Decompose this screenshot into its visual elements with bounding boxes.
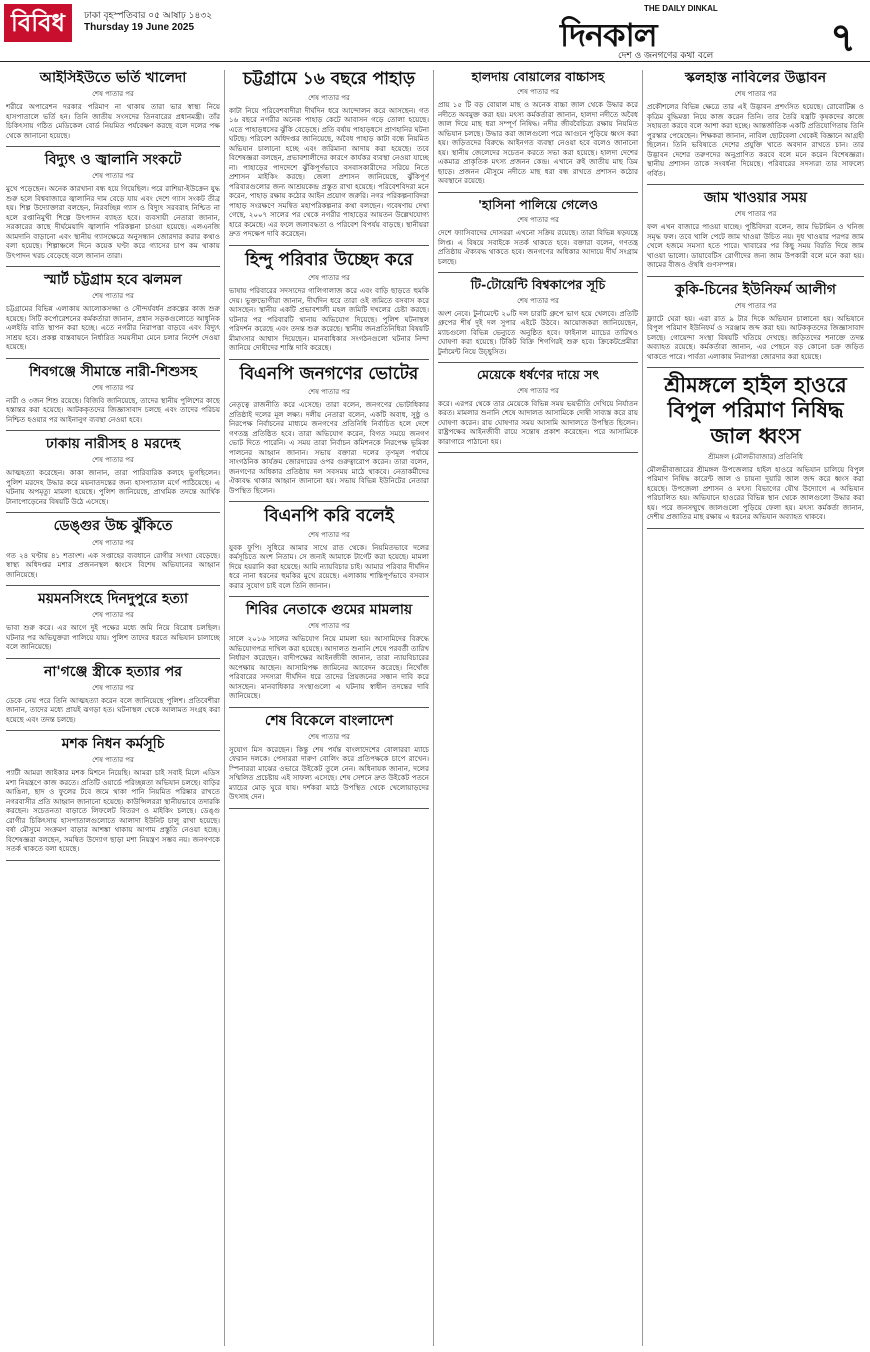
logo-english: THE DAILY DINKAL <box>644 4 718 13</box>
story-separator <box>6 730 220 731</box>
story-headline: হালদায় বোয়ালের বাচ্চাসহ <box>471 70 605 84</box>
story-body: দেশে ফ্যাসিবাদের দোসররা এখনো সক্রিয় রয়েছে। তারা বিভিন্ন ষড়যন্ত্রে লিপ্ত। এ বিষয়ে সবাইকে সতর্ক থাকতে হবে। বক্তারা বলেন, গণতন্ত্র প্রতিষ্ঠায় ঐক্যবদ্ধ থাকতে হবে। জনগণের অধিকার আদায়ে দীর্ঘ সংগ্রাম চলছে। <box>438 228 638 266</box>
story-separator <box>6 358 220 359</box>
story-separator <box>229 808 429 809</box>
news-story <box>438 70 638 186</box>
story-body: মুখে পড়েছেন। অনেক কারখানা বন্ধ হয়ে গিয়েছিল। পরে রাশিয়া-ইউক্রেন যুদ্ধ শুরু হলে বিশ্ববাজারে জ্বালানির দাম বেড়ে যায় এবং দেশে গ্যাস সংকট তীব্র হয়। শিল্প উদ্যোক্তারা বলছেন, নিরবচ্ছিন্ন গ্যাস ও বিদ্যুৎ সরবরাহ নিশ্চিত না হলে রপ্তানিমুখী শিল্পে উৎপাদন ব্যাহত হবে। ব্যবসায়ী নেতারা জানান, সরকারের কাছে দীর্ঘমেয়াদি জ্বালানি পরিকল্পনা চাওয়া হয়েছে। এলএনজি আমদানি বাড়ানো এবং স্থানীয় গ্যাসক্ষেত্রে অনুসন্ধান জোরদার করার কথাও বলা হয়েছে। শিল্পাঞ্চলে দিনে কয়েক ঘণ্টা করে গ্যাসের চাপ কম থাকায় উৎপাদন খরচ বেড়েছে বলে জানান তারা। <box>6 184 220 260</box>
story-body: করে। এরপর থেকে তার মেয়েকে বিভিন্ন সময় ভয়ভীতি দেখিয়ে নির্যাতন করত। মামলার শুনানি শেষে আদালত আসামিকে দোষী সাব্যস্ত করে রায় ঘোষণা করেন। রায় ঘোষণার সময় আসামি আদালতে উপস্থিত ছিলেন। রাষ্ট্রপক্ষের আইনজীবী রায়ে সন্তোষ প্রকাশ করেছেন। পরে আসামিকে কারাগারে পাঠানো হয়। <box>438 398 638 446</box>
story-byline: শেষ পাতার পর <box>92 456 134 465</box>
story-separator <box>647 276 864 277</box>
news-story <box>438 198 638 266</box>
story-separator <box>6 585 220 586</box>
story-headline: 'হাসিনা পালিয়ে গেলেও <box>478 196 598 212</box>
story-byline: শেষ পাতার পর <box>308 622 350 631</box>
story-byline: শেষ পাতার পর <box>308 388 350 397</box>
story-body: যুবক ফুপি। সুধিরে আমার সাথে রাত থেকে। নিয়মিতভাবে দলের কর্মসূচিতে অংশ নিতাম। সে জন্যই আমাকে টার্গেট করা হয়েছে। মামলা দিয়ে হয়রানি করা হয়েছে। আমি ন্যায়বিচার চাই। আমার পরিবার দীর্ঘদিন ধরে নানা ধরনের হুমকির মুখে রয়েছে। এলাকায় শান্তিপূর্ণভাবে বসবাস করার সুযোগ চাই বলে তিনি জানান। <box>229 542 429 590</box>
news-story <box>6 664 220 725</box>
story-separator <box>6 430 220 431</box>
story-headline: মশক নিধন কর্মসূচি <box>61 736 165 753</box>
story-body: ভাষায় পরিবারের সদস্যদের গালিগালাজ করে এবং বাড়ি ছাড়তে হুমকি দেয়। ভুক্তভোগীরা জানান, দীর্ঘদিন ধরে তারা ওই জমিতে বসবাস করে আসছেন। স্থানীয় একটি প্রভাবশালী মহল জমিটি দখলের চেষ্টা করছে। ঘটনার পর পরিবারটি থানায় অভিযোগ দিয়েছে। পুলিশ ঘটনাস্থল পরিদর্শন করেছে এবং তদন্ত শুরু করেছে। স্থানীয় জনপ্রতিনিধিরা বিষয়টি মীমাংসার আশ্বাস দিয়েছেন। মানবাধিকার সংগঠনগুলো ঘটনার নিন্দা জানিয়ে দোষীদের শাস্তি দাবি করেছে। <box>229 286 429 353</box>
story-headline: চট্টগ্রামে ১৬ বছরে পাহাড় <box>242 70 416 89</box>
story-byline: শেষ পাতার পর <box>308 530 350 539</box>
story-separator <box>647 528 864 529</box>
story-byline: শেষ পাতার পর <box>92 172 134 181</box>
story-byline: শেষ পাতার পর <box>517 216 559 225</box>
story-headline: ডেঙ্গুর উচ্চ ঝুঁকিতে <box>53 518 173 535</box>
news-story <box>229 365 429 496</box>
story-headline: বিএনপি করি বলেই <box>264 506 394 527</box>
story-byline: শেষ পাতার পর <box>92 611 134 620</box>
story-body: আত্মহত্যা করেছেন। কাকা জানান, তারা পারিবারিক কলহে ভুগছিলেন। পুলিশ মরদেহ উদ্ধার করে ময়নাতদন্তের জন্য হাসপাতাল মর্গে পাঠিয়েছে। এ ঘটনায় অপমৃত্যু মামলা হয়েছে। পুলিশ জানিয়েছে, প্রাথমিক তদন্তে আর্থিক টানাপোড়েনের বিষয়টি উঠে এসেছে। <box>6 468 220 506</box>
story-byline: শেষ পাতার পর <box>734 301 777 310</box>
news-story <box>6 436 220 506</box>
story-byline: শেষ পাতার পর <box>517 296 559 305</box>
logo-tagline: দেশ ও জনগণের কথা বলে <box>618 51 714 61</box>
news-story <box>229 602 429 701</box>
news-story <box>6 70 220 140</box>
news-story <box>6 518 220 579</box>
news-story <box>229 507 429 590</box>
story-headline: আইসিইউতে ভর্তি খালেদা <box>39 70 187 86</box>
newspaper-logo <box>560 2 740 61</box>
story-body: নেতৃত্বে রাজনীতি করে এসেছে। তারা বলেন, জনগণের ভোটাধিকার প্রতিষ্ঠাই দলের মূল লক্ষ্য। দলীয় নেতারা বলেন, একটি অবাধ, সুষ্ঠু ও নিরপেক্ষ নির্বাচনের মাধ্যমে জনগণের প্রতিনিধি নির্বাচিত হলে দেশে গণতন্ত্র প্রতিষ্ঠিত হবে। তারা অভিযোগ করেন, বিগত সময়ে জনগণ ভোট দিতে পারেনি। এ সময় তারা নির্বাচন কমিশনকে নিরপেক্ষ ভূমিকা পালনের আহ্বান জানান। সভায় বক্তারা দলের তৃণমূল পর্যায়ে সাংগঠনিক কার্যক্রম জোরদারের ওপর গুরুত্বারোপ করেন। তারা বলেন, জনগণের অধিকার প্রতিষ্ঠায় দল সবসময় মাঠে থাকবে। নেতাকর্মীদের ঐক্যবদ্ধ থাকার আহ্বান জানানো হয়। সভায় বিভিন্ন ইউনিটের নেতারা উপস্থিত ছিলেন। <box>229 400 429 495</box>
story-body: ফ্ল্যাটে ঘেরা হয়। এরা রাত ৯ টার দিকে অভিযান চালানো হয়। অভিযানে বিপুল পরিমাণ ইউনিফর্ম ও সরঞ্জাম জব্দ করা হয়। আটককৃতদের জিজ্ঞাসাবাদ চলছে। গোয়েন্দা সংস্থা বিষয়টি খতিয়ে দেখছে। জড়িতদের শনাক্তে তদন্ত অব্যাহত রয়েছে। কর্মকর্তারা জানান, এর পেছনে বড় কোনো চক্র জড়িত থাকতে পারে। পার্বত্য এলাকায় নিরাপত্তা জোরদার করা হয়েছে। <box>647 313 864 361</box>
story-body: প্রায় ১৫ টি বড় বোয়াল মাছ ও অনেক বাচ্চা জাল থেকে উদ্ধার করে নদীতে অবমুক্ত করা হয়। মৎস্য কর্মকর্তারা জানান, হালদা নদীতে অবৈধ জাল দিয়ে মাছ ধরা সম্পূর্ণ নিষিদ্ধ। নদীর জীববৈচিত্র্য রক্ষায় নিয়মিত অভিযান চলছে। উদ্ধার করা জালগুলো পরে আগুনে পুড়িয়ে ধ্বংস করা হয়। জড়িতদের বিরুদ্ধে আইনগত ব্যবস্থা নেওয়া হবে বলেও জানানো হয়। স্থানীয় জেলেদের সচেতন করতে সভা করা হয়েছে। হালদা দেশের একমাত্র প্রাকৃতিক মৎস্য প্রজনন কেন্দ্র। এখানে রুই জাতীয় মাছ ডিম ছাড়ে। প্রজনন মৌসুমে নদীতে মাছ ধরা বন্ধ রাখতে প্রশাসন কঠোর অবস্থানে রয়েছে। <box>438 100 638 186</box>
story-byline: শেষ পাতার পর <box>517 88 559 97</box>
section-label: বিবিধ <box>4 4 72 42</box>
story-headline: কুকি-চিনের ইউনিফর্ম আলীগ <box>675 281 836 298</box>
story-body: সুযোগ মিস করেছেন। কিন্তু শেষ পর্যন্ত বাংলাদেশের বোলাররা ম্যাচে ফেরান দলকে। পেসাররা দারুণ বোলিং করে প্রতিপক্ষকে চাপে রাখেন। স্পিনাররা মাঝের ওভারে উইকেট তুলে নেন। অধিনায়ক জানান, দলের সম্মিলিত প্রচেষ্টায় এই সাফল্য এসেছে। শেষ সেশনে দ্রুত উইকেট পতনে ম্যাচের মোড় ঘুরে যায়। দর্শকরা মাঠে উপস্থিত থেকে খেলোয়াড়দের উৎসাহ দেন। <box>229 744 429 802</box>
story-body: ফল এখন বাজারে পাওয়া যাচ্ছে। পুষ্টিবিদরা বলেন, জাম ভিটামিন ও খনিজ সমৃদ্ধ ফল। তবে খালি পেটে জাম খাওয়া উচিত নয়। দুধ খাওয়ার পরপর জাম খেলে হজমে সমস্যা হতে পারে। খাবারের পর কিছু সময় বিরতি দিয়ে জাম খাওয়া ভালো। ডায়াবেটিস রোগীদের জন্য জাম উপকারী বলে মনে করা হয়। জামের বীজও ঔষধি গুণসম্পন্ন। <box>647 222 864 270</box>
news-story <box>229 251 429 353</box>
story-headline: শিবির নেতাকে গুমের মামলায় <box>245 602 413 619</box>
story-headline: হিন্দু পরিবার উচ্ছেদ করে <box>245 249 413 270</box>
story-body: সালে ২০১৬ সালের অভিযোগ নিয়ে মামলা হয়। আসামিদের বিরুদ্ধে অভিযোগপত্র দাখিল করা হয়েছে। আদালত শুনানি শেষে পরবর্তী তারিখ নির্ধারণ করেছেন। বাদীপক্ষের আইনজীবী জানান, তারা ন্যায়বিচারের অপেক্ষায় আছেন। আসামিপক্ষ জামিনের আবেদন করেছে। নিখোঁজ পরিবারের সদস্যরা দীর্ঘদিন ধরে তাদের প্রিয়জনের সন্ধান দাবি করে আসছেন। মানবাধিকার সংস্থাগুলো এ ঘটনায় স্বাধীন তদন্তের দাবি জানিয়েছে। <box>229 634 429 701</box>
story-headline: বিএনপি জনগণের ভোটের <box>239 363 419 384</box>
story-headline: শেষ বিকেলে বাংলাদেশ <box>264 712 394 729</box>
story-headline: না'গঞ্জে স্ত্রীকে হত্যার পর <box>43 663 183 680</box>
story-separator <box>229 596 429 597</box>
story-byline: শেষ পাতার পর <box>92 383 134 392</box>
news-story <box>647 70 864 178</box>
page-number: ৭ <box>829 15 856 61</box>
story-body: ডেকে নেয় পরে তিনি আত্মহত্যা করেন বলে জানিয়েছে পুলিশ। প্রতিবেশীরা জানান, তাদের মধ্যে প্রায়ই ঝগড়া হত। ঘটনাস্থল থেকে আলামত সংগ্রহ করা হয়েছে এবং তদন্ত চলছে। <box>6 695 220 724</box>
story-byline: শেষ পাতার পর <box>92 683 134 692</box>
story-headline: জাম খাওয়ার সময় <box>704 190 807 207</box>
dateline-english: Thursday 19 June 2025 <box>84 22 195 33</box>
story-headline: স্কলহাস্ত নাবিলের উদ্ভাবন <box>684 70 827 86</box>
story-headline: শিবগঞ্জে সীমান্তে নারী-শিশুসহ <box>29 363 197 380</box>
dateline-bangla: ঢাকা বৃহস্পতিবার ০৫ আষাঢ় ১৪৩২ <box>84 11 213 21</box>
story-separator <box>6 512 220 513</box>
story-body: অংশ নেবে। টুর্নামেন্টে ২০টি দল চারটি গ্রুপে ভাগ হয়ে খেলবে। প্রতিটি গ্রুপের শীর্ষ দুই দল সুপার এইটে উঠবে। আয়োজকরা জানিয়েছেন, ম্যাচগুলো বিভিন্ন ভেন্যুতে অনুষ্ঠিত হবে। ফাইনাল ম্যাচের তারিখও ঘোষণা করা হয়েছে। টিকিট বিক্রি শিগগিরই শুরু হবে। ক্রিকেটপ্রেমীরা টুর্নামেন্ট নিয়ে উচ্ছ্বসিত। <box>438 308 638 356</box>
story-body: ভাবা শুরু করে। এর আগে দুই পক্ষের মধ্যে জমি নিয়ে বিরোধ চলছিল। ঘটনার পর অভিযুক্তরা পালিয়ে যায়। পুলিশ তাদের ধরতে অভিযান চালাচ্ছে বলে জানিয়েছে। <box>6 623 220 652</box>
story-headline: বিদ্যুৎ ও জ্বালানি সংকটে <box>44 152 182 169</box>
logo-bangla: দিনকাল <box>560 16 657 54</box>
story-byline: শেষ পাতার পর <box>734 210 777 219</box>
story-separator <box>6 860 220 861</box>
story-headline: শ্রীমঙ্গলে হাইল হাওরে বিপুল পরিমাণ নিষিদ্ধ জাল ধ্বংস <box>664 373 847 448</box>
story-separator <box>6 146 220 147</box>
story-byline: শেষ পাতার পর <box>92 292 134 301</box>
story-body: গত ২৪ ঘণ্টায় ৪১ শতাংশ। এক সপ্তাহের ব্যবধানে রোগীর সংখ্যা বেড়েছে। স্বাস্থ্য অধিদপ্তর মশার প্রজননস্থল ধ্বংসে বিশেষ অভিযানের আহ্বান জানিয়েছে। <box>6 550 220 579</box>
column-4 <box>647 70 864 1346</box>
story-body: কাটা নিয়ে পরিবেশবাদীরা দীর্ঘদিন ধরে আন্দোলন করে আসছেন। গত ১৬ বছরে নগরীর অনেক পাহাড় কেটে আবাসন গড়ে তোলা হয়েছে। এতে পাহাড়ধসের ঝুঁকি বেড়েছে। প্রতি বর্ষায় পাহাড়ধসে প্রাণহানির ঘটনা ঘটছে। পরিবেশ অধিদপ্তর জানিয়েছে, অবৈধ পাহাড় কাটা বন্ধে নিয়মিত অভিযান চালানো হচ্ছে এবং জরিমানা আদায় করা হয়েছে। তবে বিশেষজ্ঞরা বলছেন, প্রভাবশালীদের কারণে কার্যকর ব্যবস্থা নেওয়া যাচ্ছে না। পাহাড়ের পাদদেশে ঝুঁকিপূর্ণভাবে বসবাসকারীদের সরিয়ে নিতে প্রশাসন মাইকিং করছে। জেলা প্রশাসন জানিয়েছে, ঝুঁকিপূর্ণ পরিবারগুলোর জন্য আশ্রয়কেন্দ্র প্রস্তুত রাখা হয়েছে। পরিবেশবিদরা মনে করেন, পাহাড় রক্ষায় কঠোর আইন প্রয়োগ জরুরি। নগর পরিকল্পনাবিদরা পাহাড় সংরক্ষণে সমন্বিত মহাপরিকল্পনার কথা বলছেন। গবেষণায় দেখা গেছে, ২০০৭ সালের পর থেকে নগরীর পাহাড়ের আয়তন উল্লেখযোগ্য হারে কমেছে। এর ফলে জলাবদ্ধতা ও পরিবেশ বিপর্যয় বাড়ছে। স্থানীয়রা দ্রুত পদক্ষেপ দাবি করেছেন। <box>229 105 429 239</box>
story-headline: মেয়েকে ধর্ষণের দায়ে সৎ <box>476 367 600 383</box>
column-divider <box>433 70 434 1346</box>
story-body: চট্টগ্রামের বিভিন্ন এলাকায় আলোকসজ্জা ও সৌন্দর্যবর্ধন প্রকল্পের কাজ শুরু হয়েছে। সিটি কর্পোরেশনের কর্মকর্তারা জানান, প্রধান সড়কগুলোতে আধুনিক এলইডি বাতি স্থাপন করা হচ্ছে। এতে নগরীর নিরাপত্তা বাড়বে এবং বিদ্যুৎ সাশ্রয় হবে। প্রকল্প বাস্তবায়নে নির্ধারিত সময়সীমা মেনে চলার নির্দেশ দেওয়া হয়েছে। <box>6 304 220 352</box>
news-story <box>438 368 638 446</box>
story-byline: শেষ পাতার পর <box>308 274 350 283</box>
story-body: মৌলভীবাজারের শ্রীমঙ্গল উপজেলার হাইল হাওরে অভিযান চালিয়ে বিপুল পরিমাণ নিষিদ্ধ কারেন্ট জাল ও চায়না দুয়ারি জাল জব্দ করে ধ্বংস করা হয়েছে। উপজেলা প্রশাসন ও মৎস্য বিভাগের যৌথ উদ্যোগে এ অভিযান পরিচালিত হয়। অভিযানে হাওরের বিভিন্ন স্থান থেকে জালগুলো উদ্ধার করা হয়। পরে জনসম্মুখে জালগুলো পুড়িয়ে ফেলা হয়। মৎস্য কর্মকর্তা জানান, দেশীয় প্রজাতির মাছ রক্ষায় এ ধরনের অভিযান অব্যাহত থাকবে। <box>647 464 864 522</box>
story-separator <box>438 272 638 273</box>
news-story <box>6 736 220 854</box>
column-2 <box>229 70 429 1346</box>
news-story <box>647 190 864 270</box>
story-headline: টি-টোয়েন্টি বিশ্বকাপের সূচি <box>470 277 606 293</box>
news-story <box>647 282 864 362</box>
story-byline: শেষ পাতার পর <box>92 538 134 547</box>
news-story <box>6 152 220 260</box>
story-byline: শেষ পাতার পর <box>734 90 777 99</box>
masthead <box>0 0 870 62</box>
story-byline: শ্রীমঙ্গল (মৌলভীবাজার) প্রতিনিধি <box>708 452 803 461</box>
story-byline: শেষ পাতার পর <box>308 93 350 102</box>
news-story <box>6 364 220 425</box>
news-story <box>6 272 220 352</box>
news-story <box>647 373 864 522</box>
news-story <box>6 591 220 652</box>
story-separator <box>6 658 220 659</box>
story-headline: ঢাকায় নারীসহ ৪ মরদেহ <box>45 436 181 453</box>
news-story <box>229 713 429 802</box>
story-separator <box>438 362 638 363</box>
story-separator <box>6 266 220 267</box>
story-body: প্যাটী আমরা জাইকার মশক মিশনে নিয়েছি। আমরা চাই সবাই মিলে এডিস মশা নিয়ন্ত্রণে কাজ করতে। প্রতিটি ওয়ার্ডে পরিচ্ছন্নতা অভিযান চলছে। বাড়ির আঙিনা, ছাদ ও ফুলের টবে জমে থাকা পানি নিয়মিত পরিষ্কার রাখতে নগরবাসীর প্রতি আহ্বান জানানো হয়েছে। কাউন্সিলররা স্থানীয়ভাবে তদারকি করছেন। সচেতনতা বাড়াতে লিফলেট বিতরণ ও মাইকিং চলছে। ডেঙ্গু রোগীর চিকিৎসায় হাসপাতালগুলোতে আলাদা ইউনিট চালু রাখা হয়েছে। বর্ষা মৌসুমে সংক্রমণ বাড়ার আশঙ্কা থাকায় আগাম প্রস্তুতি নেওয়া হচ্ছে। বিশেষজ্ঞরা বলছেন, সমন্বিত উদ্যোগ ছাড়া মশা নিয়ন্ত্রণ সম্ভব নয়। জনগণকে সতর্ক থাকতে বলা হয়েছে। <box>6 768 220 854</box>
story-separator <box>647 184 864 185</box>
story-headline: স্মার্ট চট্টগ্রাম হবে ঝলমল <box>44 272 182 289</box>
story-separator <box>438 452 638 453</box>
column-1 <box>6 70 220 1346</box>
story-byline: শেষ পাতার পর <box>308 732 350 741</box>
column-3 <box>438 70 638 1346</box>
story-separator <box>229 501 429 502</box>
story-byline: শেষ পাতার পর <box>92 90 134 99</box>
news-story <box>229 70 429 239</box>
story-separator <box>647 367 864 368</box>
story-body: নারী ও ৩জন শিশু রয়েছে। বিজিবি জানিয়েছে, তাদের স্থানীয় পুলিশের কাছে হস্তান্তর করা হয়েছে। আটককৃতদের জিজ্ঞাসাবাদ চলছে এবং তাদের পরিচয় নিশ্চিত হওয়ার পর আইনানুগ ব্যবস্থা নেওয়া হবে। <box>6 395 220 424</box>
story-headline: ময়মনসিংহে দিনদুপুরে হত্যা <box>37 591 189 608</box>
story-separator <box>229 245 429 246</box>
column-divider <box>224 70 225 1346</box>
story-separator <box>438 192 638 193</box>
story-separator <box>229 359 429 360</box>
story-byline: শেষ পাতার পর <box>517 386 559 395</box>
story-byline: শেষ পাতার পর <box>92 756 134 765</box>
story-body: শরীরে অপারেশন দরকার পরিমাণ না থাকায় তারা ভার স্বাস্থ্য নিয়ে হাসপাতালে ভর্তি হন। তিনি জাতীয় সংসদের তিনবারের প্রধানমন্ত্রী। তাঁর চিকিৎসায় গঠিত মেডিকেল বোর্ড নিয়মিত পর্যবেক্ষণ করছে বলে দলের পক্ষ থেকে জানানো হয়েছে। <box>6 102 220 140</box>
news-story <box>438 278 638 356</box>
story-body: প্রকৌশলের বিভিন্ন ক্ষেত্রে তার এই উদ্ভাবন প্রশংসিত হয়েছে। রোবোটিক্স ও কৃত্রিম বুদ্ধিমত্তা নিয়ে কাজ করেন তিনি। তার তৈরি যন্ত্রটি কৃষকদের কাজে সহায়তা করবে বলে আশা করা হচ্ছে। আন্তর্জাতিক একটি প্রতিযোগিতায় তিনি পুরস্কার পেয়েছেন। শিক্ষকরা জানান, নাবিল ছোটবেলা থেকেই বিজ্ঞানে আগ্রহী ছিলেন। তিনি ভবিষ্যতে দেশের প্রযুক্তি খাতে অবদান রাখতে চান। তার উদ্ভাবন দেশের তরুণদের অনুপ্রাণিত করবে বলে মনে করেন বিশেষজ্ঞরা। স্থানীয় প্রশাসন তাকে সংবর্ধনা দিয়েছে। পরিবারের সদস্যরা তার সাফল্যে গর্বিত। <box>647 102 864 178</box>
column-divider <box>642 70 643 1346</box>
story-separator <box>229 707 429 708</box>
